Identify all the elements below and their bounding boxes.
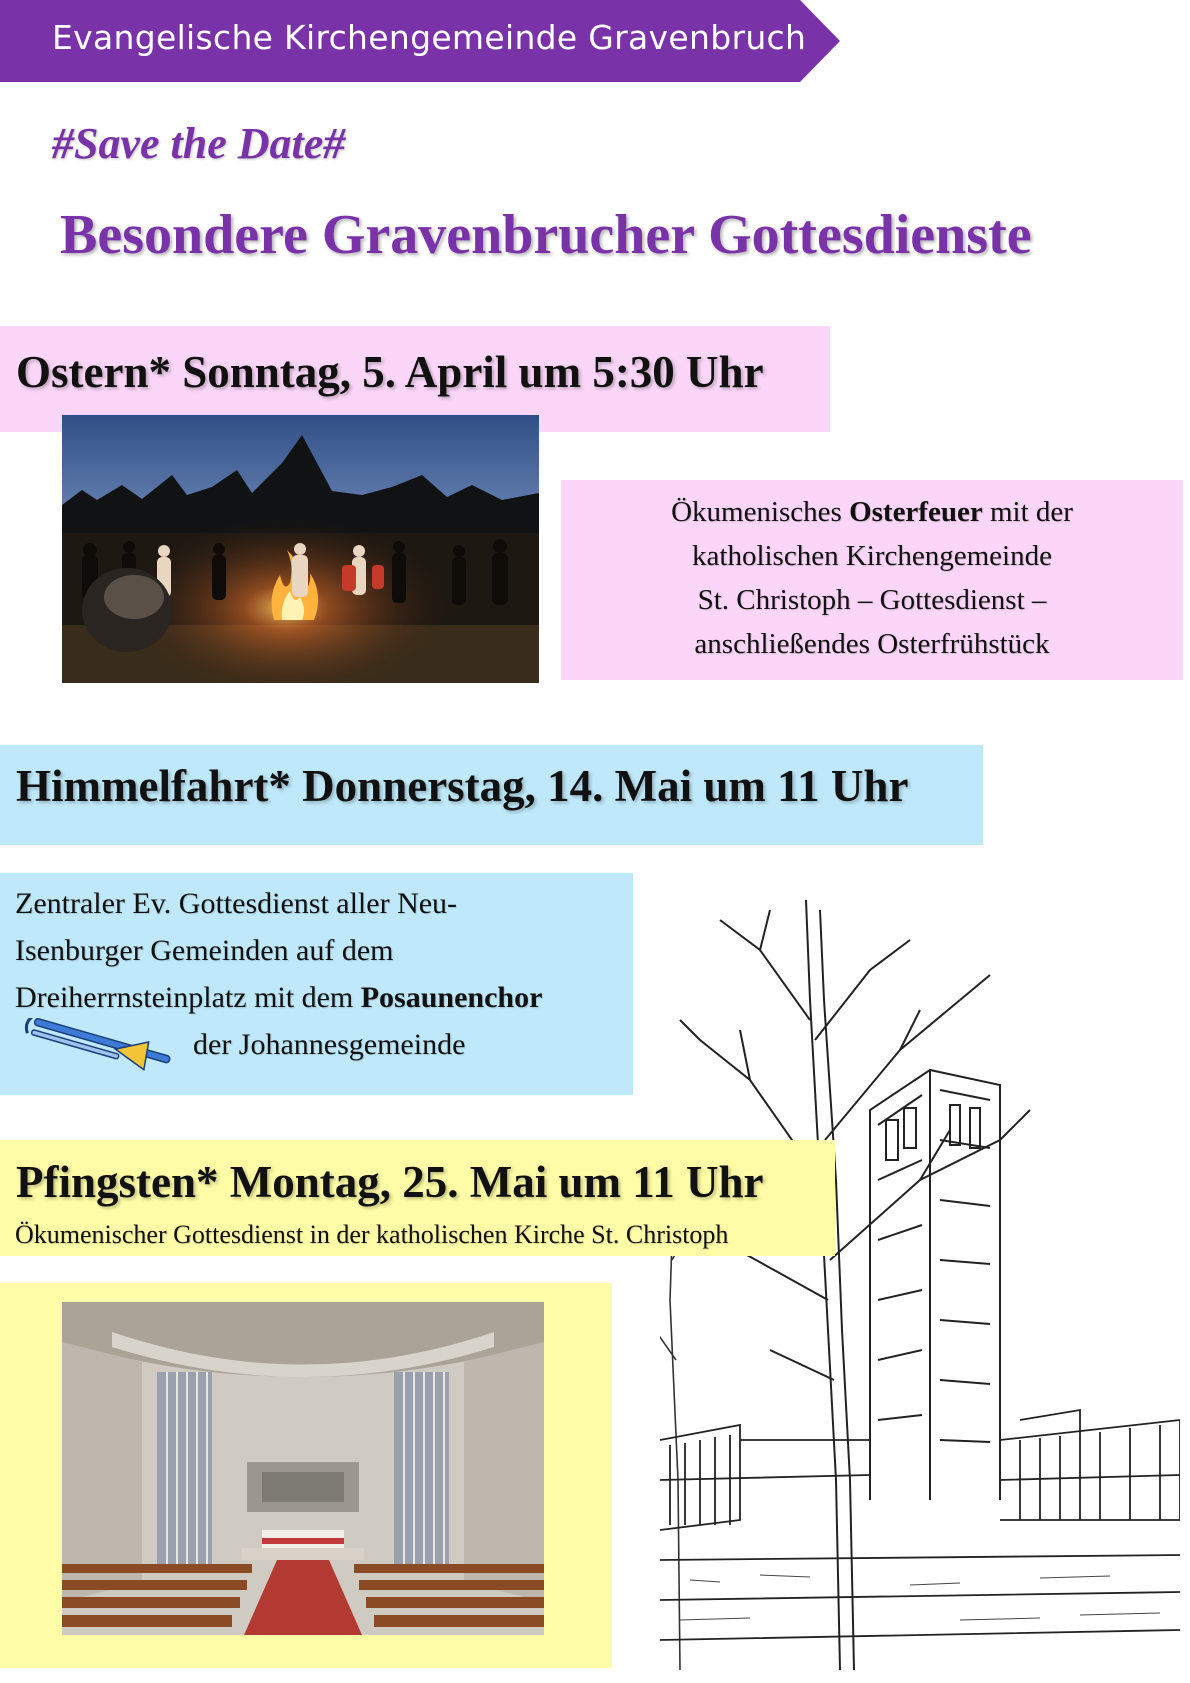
ostern-description-box [561, 480, 1183, 680]
himmelfahrt-desc-line4: der Johannesgemeinde [193, 1028, 466, 1061]
ostern-heading: Ostern* Sonntag, 5. April um 5:30 Uhr [16, 347, 764, 397]
himmelfahrt-desc-line2: Isenburger Gemeinden auf dem [15, 934, 394, 967]
posaunenchor-bold: Posaunenchor [360, 981, 543, 1014]
himmelfahrt-desc-line1: Zentraler Ev. Gottesdienst aller Neu- [15, 887, 458, 920]
ostern-desc-line4: anschließendes Osterfrühstück [694, 628, 1050, 660]
church-tree-sketch [660, 880, 1180, 1670]
himmelfahrt-description-box [0, 873, 633, 1095]
page-title: Besondere Gravenbrucher Gottesdienste [60, 204, 1032, 266]
church-interior-photo [62, 1302, 544, 1635]
pfingsten-heading-band [0, 1140, 835, 1256]
osterfeuer-bold: Osterfeuer [849, 496, 983, 528]
pfingsten-desc: Ökumenischer Gottesdienst in der katholischen Kirche St. Christoph [15, 1220, 729, 1249]
ostern-desc-line1: Ökumenisches Osterfeuer mit der [671, 496, 1073, 528]
himmelfahrt-heading: Himmelfahrt* Donnerstag, 14. Mai um 11 Uhr [16, 761, 909, 811]
easter-fire-photo [62, 415, 539, 683]
himmelfahrt-desc-line3: Dreiherrnsteinplatz mit dem Posaunenchor [15, 981, 543, 1014]
save-the-date: #Save the Date# [52, 119, 346, 168]
himmelfahrt-heading-band [0, 745, 983, 845]
ostern-desc-line2: katholischen Kirchengemeinde [692, 540, 1052, 572]
ostern-desc-line3: St. Christoph – Gottesdienst – [697, 584, 1047, 616]
pfingsten-heading: Pfingsten* Montag, 25. Mai um 11 Uhr [16, 1157, 764, 1207]
trombone-icon [20, 1018, 175, 1078]
organization-name: Evangelische Kirchengemeinde Gravenbruch [52, 18, 807, 57]
